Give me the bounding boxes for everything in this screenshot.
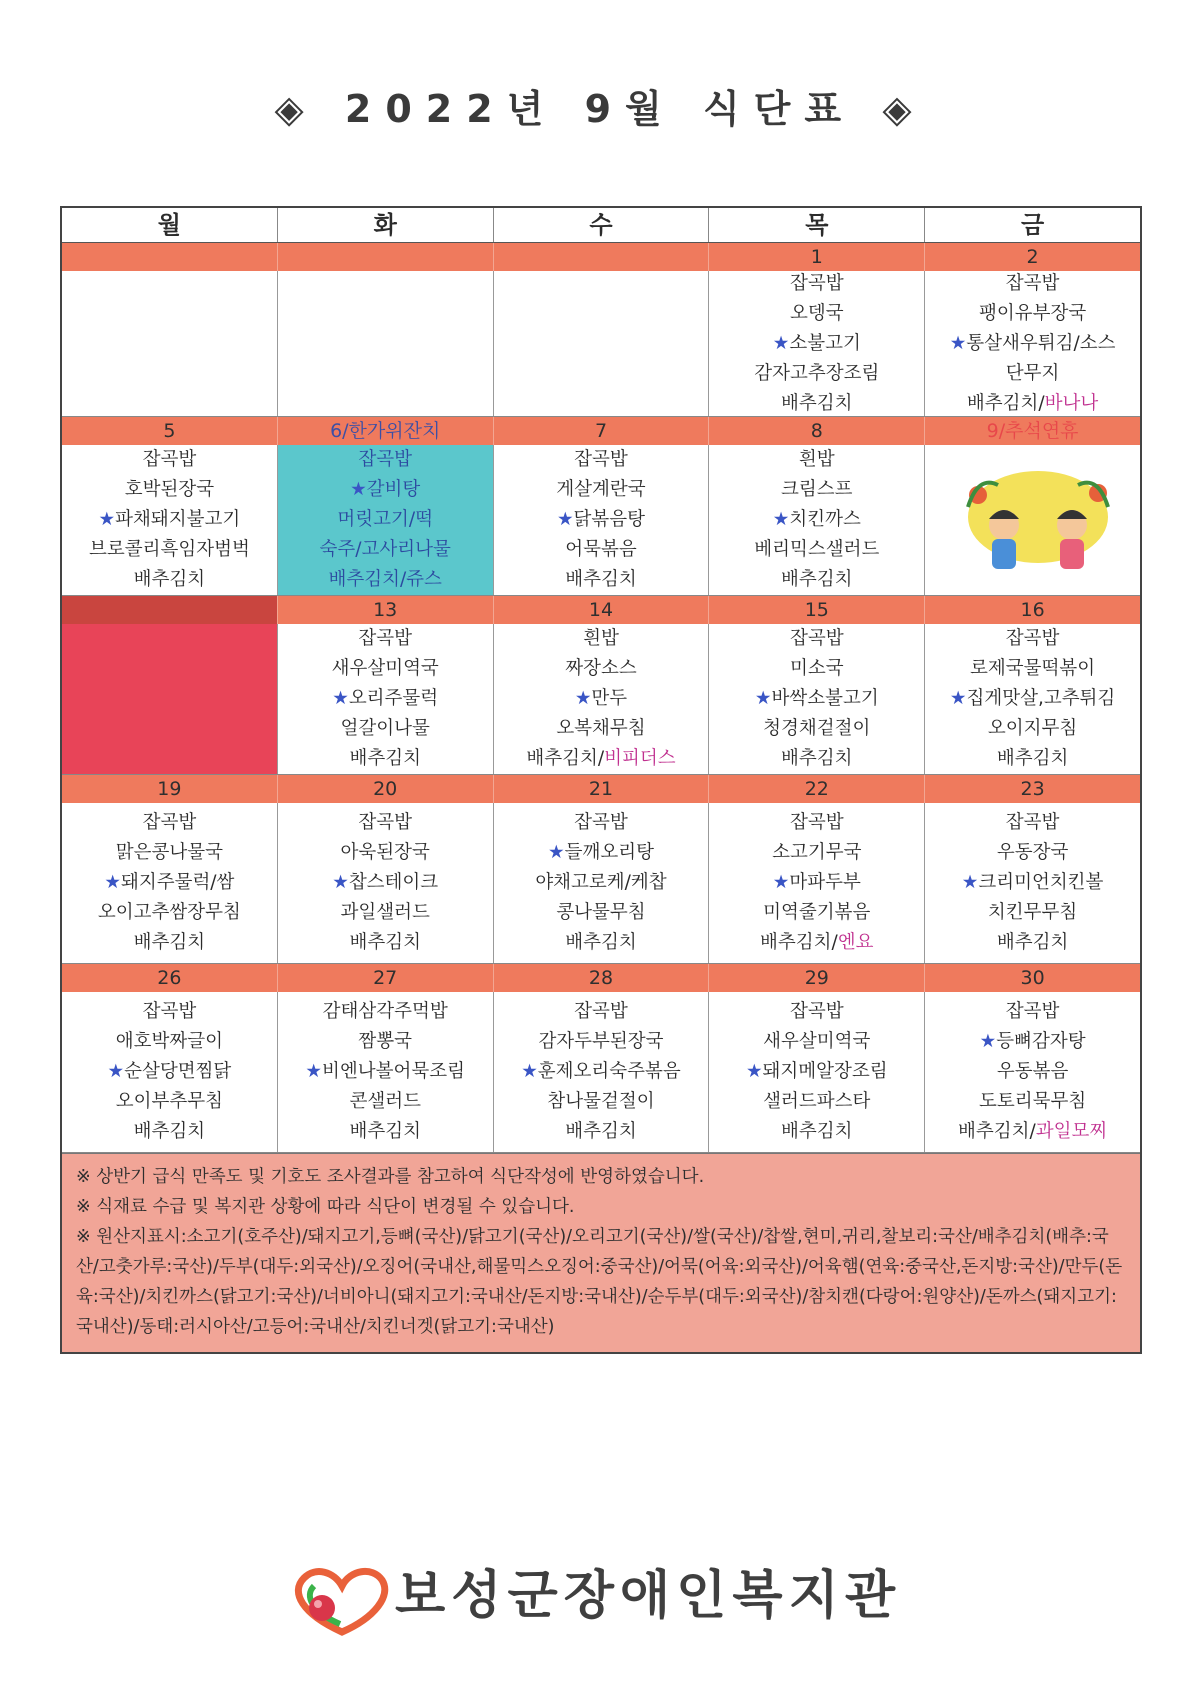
week-row [62,964,1140,1153]
star-icon: ★ [98,509,116,530]
star-icon: ★ [350,479,367,500]
menu-item: 어묵볶음 [565,539,637,560]
menu-item: 샐러드파스타 [763,1091,871,1112]
menu-cell [278,445,494,595]
menu-cell [925,445,1140,595]
menu-item [557,505,645,535]
menu-item: 잡곡밥 [142,812,197,833]
date-label: 23 [1020,778,1045,800]
weekday-fri: 금 [1020,211,1045,239]
menu-item: 머릿고기/떡 [337,509,433,530]
notes-box [62,1153,1140,1352]
menu-item: 배추김치 [133,932,206,953]
date-label: 16 [1020,599,1045,621]
menu-item: 잡곡밥 [142,1001,197,1022]
menu-row [62,992,1140,1153]
menu-item: 치킨무무침 [987,902,1078,923]
dessert-text: 바나나 [1044,392,1099,414]
menu-item: 미역줄기볶음 [763,902,871,923]
menu-cell [925,803,1140,963]
weeks-container [62,243,1140,1153]
star-icon: ★ [772,332,790,354]
menu-item: 배추김치 [565,569,637,590]
menu-item: 감태삼각주먹밥 [322,1001,448,1022]
date-bar [62,417,1140,445]
menu-item-text: 크리미언치킨볼 [978,872,1104,893]
menu-item: 새우살미역국 [763,1031,871,1052]
menu-item: 잡곡밥 [358,812,412,833]
menu-item-text: 배추김치/ [760,932,838,953]
menu-item: 감자두부된장국 [538,1031,664,1052]
menu-item-text: 만두 [591,688,628,709]
menu-item: 잡곡밥 [1005,628,1060,649]
date-label: 13 [278,596,494,624]
menu-item: 얼갈이나물 [340,718,430,739]
menu-item [773,868,861,898]
week-row [62,417,1140,596]
menu-cell [494,271,710,416]
menu-cell [494,803,710,963]
menu-item: 새우살미역국 [331,658,439,679]
menu-item-text: 훈제오리숙주볶음 [537,1061,681,1082]
menu-cell [278,271,494,416]
menu-item [305,1057,465,1087]
date-label: 26 [62,964,278,992]
menu-item [350,475,420,505]
menu-item-text: 갈비탕 [366,479,421,500]
menu-item [958,1117,1107,1147]
menu-item-text: 들깨오리탕 [564,842,654,863]
menu-calendar [60,206,1142,1354]
date-bar [62,596,1140,624]
menu-item: 잡곡밥 [789,272,844,294]
date-bar [62,243,1140,271]
menu-cell [62,992,278,1152]
date-label: 27 [278,964,494,992]
menu-item: 오복채무침 [556,718,646,739]
menu-item: 소고기무국 [772,842,862,863]
footer [0,1556,1200,1636]
menu-item: 잡곡밥 [1005,1001,1060,1022]
menu-item: 호박된장국 [124,479,215,500]
date-label [278,243,494,271]
menu-item-text: 닭볶음탕 [573,509,646,530]
menu-item [755,684,879,714]
menu-item [332,684,438,714]
menu-item: 우동장국 [996,842,1069,863]
menu-item: 배추김치 [349,748,421,769]
menu-item: 오뎅국 [789,302,844,324]
menu-item-text: 바싹소불고기 [771,688,879,709]
menu-item [773,505,861,535]
star-icon: ★ [979,1031,997,1052]
menu-cell [925,624,1140,774]
menu-item: 오이부추무침 [115,1091,224,1112]
menu-item: 숙주/고사리나물 [319,539,451,560]
star-icon: ★ [332,688,349,709]
menu-item: 흰밥 [583,628,619,649]
week-row [62,596,1140,775]
menu-item: 단무지 [1005,362,1060,384]
menu-item [526,744,675,774]
date-label: 15 [709,596,925,624]
menu-row [62,445,1140,596]
menu-item: 배추김치 [133,569,206,590]
menu-item [107,1057,231,1087]
menu-cell [278,624,494,774]
star-icon: ★ [772,872,790,893]
menu-item: 배추김치 [565,932,637,953]
date-bar [62,964,1140,992]
menu-item: 잡곡밥 [574,449,628,470]
date-label: 28 [494,964,710,992]
menu-item-text: 마파두부 [789,872,861,893]
menu-cell [709,271,925,416]
menu-cell [925,992,1140,1152]
date-label: 19 [62,775,278,803]
menu-cell [709,992,925,1152]
dessert-text: 엔요 [837,932,874,953]
menu-item: 크림스프 [781,479,853,500]
date-label [62,243,278,271]
menu-item-text: 통살새우튀김/소스 [966,332,1116,354]
menu-item: 게살계란국 [556,479,646,500]
weekday-wed: 수 [494,208,710,242]
star-icon: ★ [521,1061,538,1082]
menu-item [521,1057,681,1087]
menu-item-text: 비엔나볼어묵조림 [322,1061,465,1082]
menu-cell [494,624,710,774]
menu-item: 우동볶음 [996,1061,1069,1082]
menu-item: 청경채겉절이 [763,718,871,739]
star-icon: ★ [772,509,790,530]
date-label: 6/한가위잔치 [278,417,494,445]
dessert-text: 과일모찌 [1035,1121,1108,1142]
menu-item: 잡곡밥 [789,812,844,833]
star-icon: ★ [745,1061,763,1082]
menu-item: 배추김치 [565,1121,637,1142]
menu-item: 잡곡밥 [1005,812,1060,833]
menu-cell [494,992,710,1152]
menu-cell [494,445,710,595]
menu-item: 오이지무침 [987,718,1078,739]
menu-item-text: 배추김치/ [957,1121,1036,1142]
menu-item: 배추김치 [781,569,853,590]
menu-item-text: 파채돼지불고기 [115,509,241,530]
menu-item-text: 소불고기 [789,332,861,354]
menu-item: 미소국 [789,658,844,679]
menu-cell [278,803,494,963]
menu-item-text: 돼지주물럭/쌈 [120,872,235,893]
menu-item: 잡곡밥 [358,449,412,470]
menu-item: 배추김치 [133,1121,206,1142]
menu-item: 잡곡밥 [789,628,844,649]
menu-cell [278,992,494,1152]
menu-item [962,868,1104,898]
menu-item: 콘샐러드 [349,1091,421,1112]
menu-item: 짬뽕국 [358,1031,412,1052]
menu-row [62,803,1140,964]
date-label: 14 [494,596,710,624]
menu-row [62,624,1140,775]
menu-item [746,1057,888,1087]
menu-item: 야채고로케/케찹 [535,872,667,893]
weekday-header [62,208,1140,243]
star-icon: ★ [949,688,967,709]
menu-item [980,1027,1086,1057]
dessert-text: 비피더스 [604,748,676,769]
star-icon: ★ [104,872,121,893]
date-label: 20 [278,775,494,803]
menu-item-text: 찹스테이크 [348,872,439,893]
menu-item-text: 오리주물럭 [348,688,439,709]
menu-item: 과일샐러드 [340,902,430,923]
weekday-tue: 화 [278,208,494,242]
menu-cell [62,803,278,963]
menu-item: 잡곡밥 [1005,272,1060,294]
menu-item-text: 돼지메알장조림 [762,1061,888,1082]
star-icon: ★ [556,509,574,530]
star-icon: ★ [754,688,772,709]
menu-item: 베리믹스샐러드 [754,539,880,560]
date-label: 21 [494,775,710,803]
note-line: ※ 식재료 수급 및 복지관 상황에 따라 식단이 변경될 수 있습니다. [76,1197,575,1217]
week-row [62,775,1140,964]
date-label: 30 [1020,967,1045,989]
menu-item: 잡곡밥 [142,449,197,470]
star-icon: ★ [107,1061,125,1082]
date-label: 8 [709,417,925,445]
note-line: ※ 상반기 급식 만족도 및 기호도 조사결과를 참고하여 식단작성에 반영하였습니다. [76,1167,705,1187]
menu-item: 배추김치/쥬스 [328,569,442,590]
menu-item-text: 등뼈감자탕 [996,1031,1086,1052]
menu-cell [62,624,278,774]
menu-item [950,684,1115,714]
menu-item: 배추김치 [349,932,421,953]
menu-item: 감자고추장조림 [754,362,880,384]
menu-item: 배추김치 [996,748,1069,769]
menu-item-text: 순살당면찜닭 [124,1061,232,1082]
menu-item: 흰밥 [798,449,835,470]
date-label: 5 [62,417,278,445]
menu-item: 잡곡밥 [789,1001,844,1022]
note-line: ※ 원산지표시:소고기(호주산)/돼지고기,등뼈(국산)/닭고기(국산)/오리고기(국산)/쌀(국산)/찹쌀,현미,귀리,찰보리:국산/배추김치(배추:국산/고춧가루:국산)/두부(대두:외국산)/오징어(국내산,해물믹스오징어:중국산)/어묵(어육:외국산)/어육햄(연육:중국산,돈지방:국산)/만두(돈육:국산)/치킨까스(닭고기:국산)/너비아니(돼지고기:국내산/돈지방:국내산)/순두부(대두:외국산)/참치캔(다랑어:원양산)/돈까스(돼지고기:국내산)/동태:러시아산/고등어:국내산/치킨너겟(닭고기:국내산) [76,1227,1123,1337]
menu-row [62,271,1140,417]
menu-item: 잡곡밥 [358,628,412,649]
menu-item: 팽이유부장국 [978,302,1087,324]
date-label [62,596,278,624]
menu-item: 로제국물떡볶이 [970,658,1096,679]
menu-item [548,838,654,868]
menu-item: 애호박짜글이 [115,1031,224,1052]
menu-cell [709,445,925,595]
star-icon: ★ [305,1061,322,1082]
menu-item [99,505,241,535]
date-label [494,243,710,271]
menu-item: 맑은콩나물국 [115,842,224,863]
menu-item-text: 치킨까스 [789,509,861,530]
menu-cell [925,271,1140,416]
menu-item: 콩나물무침 [556,902,646,923]
menu-item: 배추김치 [996,932,1069,953]
menu-item [332,868,438,898]
date-label: 1 [709,243,925,271]
star-icon: ★ [332,872,349,893]
menu-item: 참나물겉절이 [547,1091,655,1112]
menu-item-text: 배추김치/ [526,748,605,769]
menu-item-text: 집게맛살,고추튀김 [966,688,1116,709]
menu-item: 아욱된장국 [340,842,430,863]
menu-cell [709,803,925,963]
menu-item: 짜장소스 [565,658,637,679]
menu-item: 배추김치 [349,1121,421,1142]
weekday-thu: 목 [709,208,925,242]
menu-cell [62,271,278,416]
menu-item-text: 배추김치/ [966,392,1045,414]
date-label: 2 [1026,246,1039,268]
menu-cell [709,624,925,774]
menu-item: 배추김치 [781,1121,853,1142]
menu-item [950,329,1116,359]
menu-item: 도토리묵무침 [978,1091,1087,1112]
menu-cell [62,445,278,595]
page-title: ◈ 2022년 9월 식단표 ◈ [274,87,926,131]
date-label: 29 [709,964,925,992]
chuseok-illustration [948,455,1118,585]
star-icon: ★ [548,842,565,863]
menu-item: 브로콜리흑임자범벅 [88,539,250,560]
menu-item: 배추김치 [781,392,853,414]
week-row [62,243,1140,417]
menu-item [760,928,873,958]
menu-item [773,329,861,359]
menu-item: 잡곡밥 [574,1001,628,1022]
menu-item [967,389,1098,419]
menu-item: 잡곡밥 [574,812,628,833]
menu-item: 배추김치 [781,748,853,769]
heart-logo-icon [282,1562,392,1636]
org-name: 보성군장애인복지관 [395,1566,902,1626]
weekday-mon: 월 [62,208,278,242]
date-label: 22 [709,775,925,803]
menu-item [575,684,627,714]
menu-item [104,868,234,898]
date-label: 7 [494,417,710,445]
date-bar [62,775,1140,803]
star-icon: ★ [574,688,592,709]
menu-item: 오이고추쌈장무침 [97,902,241,923]
star-icon: ★ [949,332,967,354]
star-icon: ★ [961,872,979,893]
date-label: 9/추석연휴 [986,420,1079,442]
